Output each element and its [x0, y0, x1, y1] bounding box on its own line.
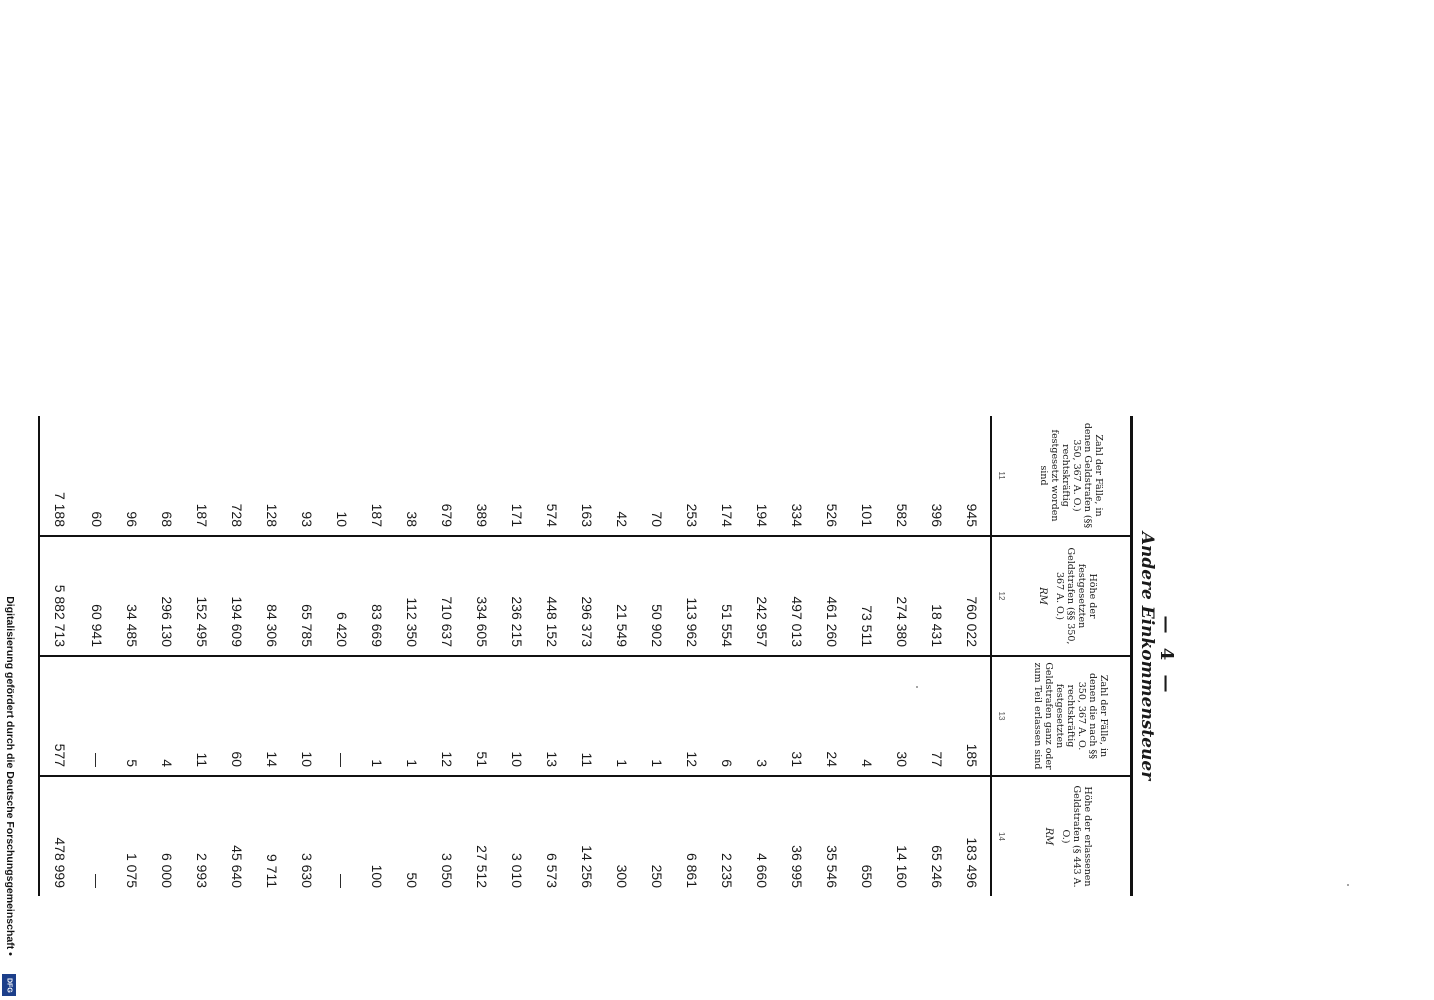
table-cell: 50 902 [640, 536, 675, 656]
table-cell: 36 995 [780, 776, 815, 896]
table-cell: 51 [465, 656, 500, 776]
table-cell: 10 [500, 656, 535, 776]
table-cell: 112 350 [395, 536, 430, 656]
column-number: 14 [991, 776, 1008, 896]
table-cell: 274 380 [885, 536, 920, 656]
column-number: 11 [991, 416, 1008, 536]
table-cell: — [325, 776, 360, 896]
table-cell: 70 [649, 511, 666, 527]
table-cell: 42 [614, 511, 631, 527]
table-cell: — [80, 656, 115, 776]
table-cell: 334 605 [465, 536, 500, 656]
table-cell: 300 [605, 776, 640, 896]
table-cell: 60 [220, 656, 255, 776]
table-cell: 68 [159, 511, 176, 527]
table-row [325, 416, 360, 896]
table-cell: 163 [579, 503, 596, 527]
table-cell: 250 [640, 776, 675, 896]
table-cell: 174 [719, 503, 736, 527]
table-row [570, 416, 605, 896]
table-cell: 13 [535, 656, 570, 776]
total-row [39, 416, 80, 896]
table-cell: 9 711 [255, 776, 290, 896]
table-cell: 650 [850, 776, 885, 896]
table-cell: 4 [850, 656, 885, 776]
table-cell: 14 256 [570, 776, 605, 896]
table-cell: 3 010 [500, 776, 535, 896]
table-cell: 113 962 [675, 536, 710, 656]
table-cell: 60 [89, 511, 106, 527]
column-number: 13 [991, 656, 1008, 776]
table-cell: 12 [430, 656, 465, 776]
table-row [955, 416, 991, 896]
table-cell: 100 [360, 776, 395, 896]
table-cell: 83 669 [360, 536, 395, 656]
table-cell: 21 549 [605, 536, 640, 656]
header-cases-waived: Zahl der Fälle, in denen die nach §§ 350, 367 A. O. rechtskräftig festgesetzten Geldstrafen ganz oder zum Teil erlassen sind [1008, 656, 1132, 776]
dfg-logo-icon: DFG [2, 974, 16, 996]
table-cell: 679 [439, 503, 456, 527]
table-row [360, 416, 395, 896]
table-cell: 574 [544, 503, 561, 527]
table-row [255, 416, 290, 896]
table-cell: 461 260 [815, 536, 850, 656]
table-cell: 34 485 [115, 536, 150, 656]
table-cell: 187 [369, 503, 386, 527]
table-cell: 334 [789, 503, 806, 527]
table-body [39, 416, 991, 896]
table-cell: 38 [404, 511, 421, 527]
table-cell: 24 [815, 656, 850, 776]
table-row [150, 416, 185, 896]
table-cell: 5 [115, 656, 150, 776]
table-row [185, 416, 220, 896]
table-cell: 65 785 [290, 536, 325, 656]
table-cell: 30 [885, 656, 920, 776]
table-cell: — [325, 656, 360, 776]
table-cell: 253 [684, 503, 701, 527]
table-cell: 101 [859, 503, 876, 527]
table-row [780, 416, 815, 896]
table-row [815, 416, 850, 896]
total-cell: 577 [39, 656, 80, 776]
table-cell: 10 [334, 511, 351, 527]
fines-table [38, 416, 1133, 896]
table-cell: 760 022 [955, 536, 991, 656]
total-cell: 5 882 713 [39, 536, 80, 656]
header-amount-fined: Höhe der festgesetzten Geldstrafen (§§ 350, 367 A. O.) RM [1008, 536, 1132, 656]
table-cell: 73 511 [850, 536, 885, 656]
table-cell: 396 [929, 503, 946, 527]
table-cell: 3 050 [430, 776, 465, 896]
table-cell: 51 554 [710, 536, 745, 656]
table-row [395, 416, 430, 896]
table-cell: 448 152 [535, 536, 570, 656]
table-row [430, 416, 465, 896]
table-row [535, 416, 570, 896]
table-cell: 35 546 [815, 776, 850, 896]
table-cell: 2 993 [185, 776, 220, 896]
table-cell: 389 [474, 503, 491, 527]
table-row [465, 416, 500, 896]
table-cell: 11 [570, 656, 605, 776]
total-cell: 7 188 [52, 491, 68, 527]
table-cell: 497 013 [780, 536, 815, 656]
table-row [675, 416, 710, 896]
table-cell: 945 [964, 503, 981, 527]
table-cell: 296 130 [150, 536, 185, 656]
table-cell: 296 373 [570, 536, 605, 656]
total-cell: 478 999 [39, 776, 80, 896]
rotated-statistics-page [52, 416, 1177, 896]
table-row [290, 416, 325, 896]
table-cell: 18 431 [920, 536, 955, 656]
table-cell: 6 573 [535, 776, 570, 896]
table-cell: 3 [745, 656, 780, 776]
watermark-text: Digitalisierung gefördert durch die Deutsche Forschungsgemeinschaft • [4, 596, 16, 956]
table-cell: 6 000 [150, 776, 185, 896]
table-cell: 10 [290, 656, 325, 776]
table-cell: 77 [920, 656, 955, 776]
table-cell: 2 235 [710, 776, 745, 896]
table-row [115, 416, 150, 896]
table-row [710, 416, 745, 896]
header-cases-fined: Zahl der Fälle, in denen Geldstrafen (§§ 350, 367 A. O.) rechtskräftig festgesetzt worden sind [1038, 422, 1104, 529]
table-cell: 582 [894, 503, 911, 527]
table-cell: — [80, 776, 115, 896]
table-cell: 50 [395, 776, 430, 896]
table-cell: 194 [754, 503, 771, 527]
table-cell: 6 861 [675, 776, 710, 896]
table-row [885, 416, 920, 896]
table-cell: 31 [780, 656, 815, 776]
table-cell: 11 [185, 656, 220, 776]
table-cell: 728 [229, 503, 246, 527]
table-cell: 171 [509, 503, 526, 527]
table-cell: 1 [360, 656, 395, 776]
table-cell: 1 075 [115, 776, 150, 896]
page-number: — 4 — [1156, 615, 1177, 697]
table-cell: 3 630 [290, 776, 325, 896]
table-row [850, 416, 885, 896]
table-row [500, 416, 535, 896]
scan-speck [916, 686, 918, 688]
table-cell: 84 306 [255, 536, 290, 656]
table-cell: 12 [675, 656, 710, 776]
table-cell: 1 [395, 656, 430, 776]
table-cell: 27 512 [465, 776, 500, 896]
table-cell: 187 [194, 503, 211, 527]
column-number: 12 [991, 536, 1008, 656]
table-cell: 96 [124, 511, 141, 527]
header-amount-waived: Höhe der erlassenen Geldstrafen (§ 443 A. O.) RM [1008, 776, 1132, 896]
table-cell: 242 957 [745, 536, 780, 656]
table-cell: 194 609 [220, 536, 255, 656]
table-cell: 45 640 [220, 776, 255, 896]
table-cell: 183 496 [955, 776, 991, 896]
table-cell: 14 [255, 656, 290, 776]
table-cell: 526 [824, 503, 841, 527]
table-cell: 152 495 [185, 536, 220, 656]
table-cell: 710 637 [430, 536, 465, 656]
table-cell: 4 660 [745, 776, 780, 896]
table-row [745, 416, 780, 896]
table-cell: 65 246 [920, 776, 955, 896]
table-cell: 60 941 [80, 536, 115, 656]
table-cell: 1 [605, 656, 640, 776]
table-cell: 236 215 [500, 536, 535, 656]
table-cell: 6 [710, 656, 745, 776]
table-cell: 14 160 [885, 776, 920, 896]
table-row [220, 416, 255, 896]
scan-speck [1347, 884, 1349, 886]
table-cell: 128 [264, 503, 281, 527]
table-row [80, 416, 115, 896]
page-title: Andere Einkommensteuer [1137, 531, 1157, 781]
table-row [605, 416, 640, 896]
table-cell: 185 [955, 656, 991, 776]
table-cell: 6 420 [325, 536, 360, 656]
table-cell: 4 [150, 656, 185, 776]
table-row [640, 416, 675, 896]
table-row [920, 416, 955, 896]
table-cell: 93 [299, 511, 316, 527]
table-cell: 1 [640, 656, 675, 776]
dfg-watermark [0, 596, 20, 996]
